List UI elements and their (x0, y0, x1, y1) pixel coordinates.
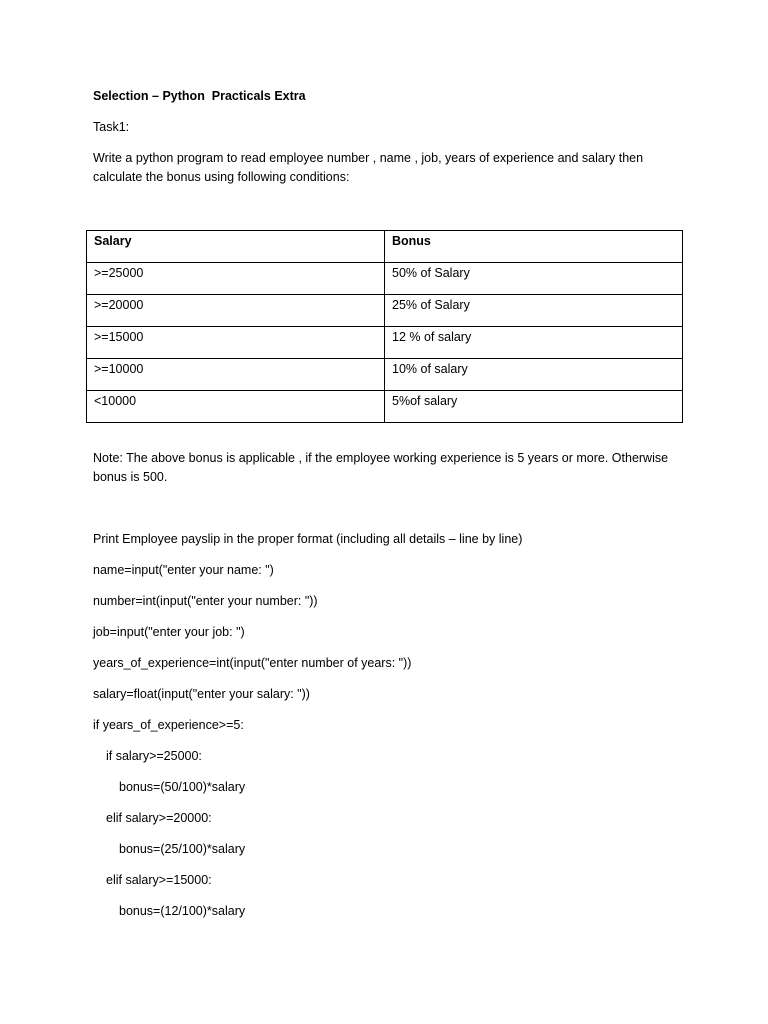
table-row (87, 263, 683, 295)
table-row (87, 359, 683, 391)
table-header-salary: Salary (87, 231, 385, 263)
code-line: job=input("enter your job: ") (93, 625, 245, 639)
code-line: if years_of_experience>=5: (93, 718, 244, 732)
table-cell-salary: >=15000 (87, 327, 385, 359)
bonus-table (86, 230, 683, 423)
code-line: bonus=(25/100)*salary (119, 842, 246, 856)
code-line: if salary>=25000: (106, 749, 202, 763)
code-line: name=input("enter your name: ") (93, 563, 274, 577)
code-line: elif salary>=20000: (106, 811, 212, 825)
table-header-bonus: Bonus (385, 231, 683, 263)
table-cell-bonus: 25% of Salary (385, 295, 683, 327)
table-cell-salary: <10000 (87, 391, 385, 423)
table-cell-bonus: 10% of salary (385, 359, 683, 391)
table-row (87, 327, 683, 359)
code-line: number=int(input("enter your number: ")) (93, 594, 318, 608)
table-cell-salary: >=10000 (87, 359, 385, 391)
note-paragraph: Note: The above bonus is applicable , if the employee working experience is 5 years or more. Otherwise bonus is 500. (93, 451, 669, 484)
table-cell-salary: >=25000 (87, 263, 385, 295)
task-description: Write a python program to read employee number , name , job, years of experience and salary then calculate the bonus using following conditions: (93, 151, 644, 184)
table-cell-bonus: 50% of Salary (385, 263, 683, 295)
table-row (87, 295, 683, 327)
table-cell-bonus: 5%of salary (385, 391, 683, 423)
table-header-row (87, 231, 683, 263)
payslip-instruction: Print Employee payslip in the proper format (including all details – line by line) (93, 532, 523, 546)
table-cell-bonus: 12 % of salary (385, 327, 683, 359)
document-title: Selection – Python Practicals Extra (93, 89, 306, 103)
code-line: years_of_experience=int(input("enter number of years: ")) (93, 656, 412, 670)
table-cell-salary: >=20000 (87, 295, 385, 327)
task-label: Task1: (93, 120, 130, 134)
code-line: elif salary>=15000: (106, 873, 212, 887)
code-line: salary=float(input("enter your salary: ")) (93, 687, 310, 701)
code-line: bonus=(50/100)*salary (119, 780, 246, 794)
table-row (87, 391, 683, 423)
code-line: bonus=(12/100)*salary (119, 904, 246, 918)
